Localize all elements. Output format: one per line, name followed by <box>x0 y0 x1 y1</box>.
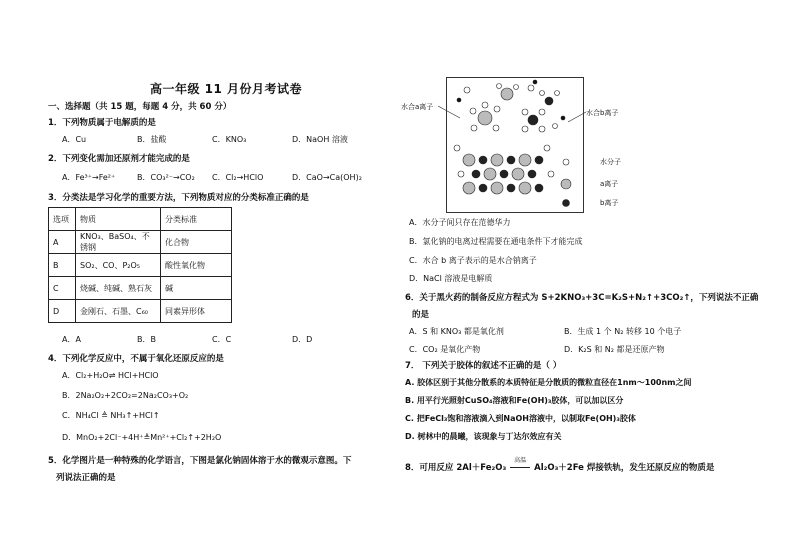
q1-option-a[interactable]: A．Cu <box>62 135 87 144</box>
q4-option-c[interactable]: C．NH₄Cl ≜ NH₃↑+HCl↑ <box>62 411 160 420</box>
q5-stem-line2: 列说法正确的是 <box>56 473 116 483</box>
q7-option-d[interactable]: D. 树林中的晨曦，该现象与丁达尔效应有关 <box>405 432 562 441</box>
right-pointer-line <box>566 110 586 124</box>
table-cell: 酸性氧化物 <box>161 254 232 277</box>
q2-option-a[interactable]: A．Fe³⁺→Fe²⁺ <box>62 173 116 182</box>
table-cell: D <box>49 300 76 323</box>
q4-option-a[interactable]: A．Cl₂+H₂O⇌ HCl+HClO <box>62 371 159 380</box>
table-cell: 金刚石、石墨、C₆₀ <box>76 300 161 323</box>
q1-option-b[interactable]: B．盐酸 <box>137 135 167 144</box>
nacl-dissolution-diagram <box>446 77 584 213</box>
q5-option-a[interactable]: A．水分子间只存在范德华力 <box>409 218 511 227</box>
table-header-cell: 物质 <box>76 208 161 231</box>
q8-stem-part2: Al₂O₃＋2Fe 焊接铁轨，发生还原反应的物质是 <box>534 463 715 473</box>
legend-a-ion: a离子 <box>600 180 619 188</box>
q6-option-c[interactable]: C．CO₂ 是氧化产物 <box>409 345 481 354</box>
q1-option-d[interactable]: D．NaOH 溶液 <box>292 135 348 144</box>
q5-option-b[interactable]: B．氯化钠的电离过程需要在通电条件下才能完成 <box>409 237 583 246</box>
q1-stem: 1．下列物质属于电解质的是 <box>48 118 156 128</box>
ion-diagram-svg <box>447 78 583 212</box>
reaction-condition-label: 高温 <box>514 457 527 464</box>
q6-option-a[interactable]: A．S 和 KNO₃ 都是氧化剂 <box>409 327 504 336</box>
q4-option-b[interactable]: B．2Na₂O₂+2CO₂=2Na₂CO₃+O₂ <box>62 391 189 400</box>
hydrated-b-ion-label: 水合b离子 <box>586 109 619 117</box>
q8-stem <box>405 457 715 473</box>
section-heading: 一、选择题（共 15 题，每题 4 分，共 60 分） <box>48 102 232 112</box>
table-row <box>49 300 232 323</box>
q8-stem-part1: 8．可用反应 2Al＋Fe₂O₃ <box>405 463 507 473</box>
q7-stem: 7． 下列关于胶体的叙述不正确的是（ ） <box>405 361 562 371</box>
q6-stem: 6．关于黑火药的制备反应方程式为 S+2KNO₃+3C=K₂S+N₂↑+3CO₂↑，下列说法不正确 <box>405 293 759 303</box>
q6-stem-line2: 的是 <box>412 310 430 320</box>
table-cell: A <box>49 231 76 254</box>
q4-option-d[interactable]: D．MnO₂+2Cl⁻+4H⁺≜Mn²⁺+Cl₂↑+2H₂O <box>62 433 222 442</box>
q3-option-a[interactable]: A．A <box>62 335 81 344</box>
legend-b-ion: b离子 <box>600 199 619 207</box>
q2-option-d[interactable]: D．CaO→Ca(OH)₂ <box>292 173 362 182</box>
q6-option-d[interactable]: D．K₂S 和 N₂ 都是还原产物 <box>564 345 665 354</box>
q2-stem: 2．下列变化需加还原剂才能完成的是 <box>48 154 190 164</box>
table-cell: B <box>49 254 76 277</box>
q2-option-c[interactable]: C．Cl₂→HClO <box>212 173 264 182</box>
q5-stem-line1: 5．化学图片是一种特殊的化学语言，下图是氯化钠固体溶于水的微观示意图。下 <box>48 456 352 466</box>
table-cell: 碱 <box>161 277 232 300</box>
q3-stem: 3．分类法是学习化学的重要方法，下列物质对应的分类标准正确的是 <box>48 193 309 203</box>
legend-water-molecule: 水分子 <box>600 158 621 166</box>
q3-option-c[interactable]: C．C <box>212 335 232 344</box>
table-header-cell: 分类标准 <box>161 208 232 231</box>
q1-option-c[interactable]: C．KNO₃ <box>212 135 247 144</box>
q3-option-b[interactable]: B．B <box>137 335 156 344</box>
reaction-condition-arrow <box>509 457 531 473</box>
q6-option-b[interactable]: B．生成 1 个 N₂ 转移 10 个电子 <box>564 327 682 336</box>
table-cell: 烧碱、纯碱、熟石灰 <box>76 277 161 300</box>
table-cell: KNO₃、BaSO₄、不锈钢 <box>76 231 161 254</box>
q4-stem: 4．下列化学反应中，不属于氧化还原反应的是 <box>48 354 224 364</box>
q5-option-d[interactable]: D．NaCl 溶液是电解质 <box>409 274 493 283</box>
q7-option-b[interactable]: B. 用平行光照射CuSO₄溶液和Fe(OH)₃胶体，可以加以区分 <box>405 396 624 405</box>
table-header-cell: 选项 <box>49 208 76 231</box>
table-cell: 同素异形体 <box>161 300 232 323</box>
table-row <box>49 254 232 277</box>
table-cell: 化合物 <box>161 231 232 254</box>
q2-option-b[interactable]: B．CO₃²⁻→CO₂ <box>137 173 195 182</box>
left-pointer-line <box>438 100 462 120</box>
q7-option-a[interactable]: A. 胶体区别于其他分散系的本质特征是分散质的微粒直径在1nm～100nm之间 <box>405 378 692 387</box>
q5-option-c[interactable]: C．水合 b 离子表示的是水合钠离子 <box>409 256 537 265</box>
q7-option-c[interactable]: C. 把FeCl₃饱和溶液滴入到NaOH溶液中，以制取Fe(OH)₃胶体 <box>405 414 636 423</box>
classification-table <box>48 207 232 323</box>
table-header-row <box>49 208 232 231</box>
table-cell: C <box>49 277 76 300</box>
q3-option-d[interactable]: D．D <box>292 335 313 344</box>
table-cell: SO₂、CO、P₂O₅ <box>76 254 161 277</box>
page-title: 高一年级 11 月份月考试卷 <box>150 82 303 96</box>
hydrated-a-ion-label: 水合a离子 <box>401 103 434 111</box>
table-row <box>49 231 232 254</box>
table-row <box>49 277 232 300</box>
